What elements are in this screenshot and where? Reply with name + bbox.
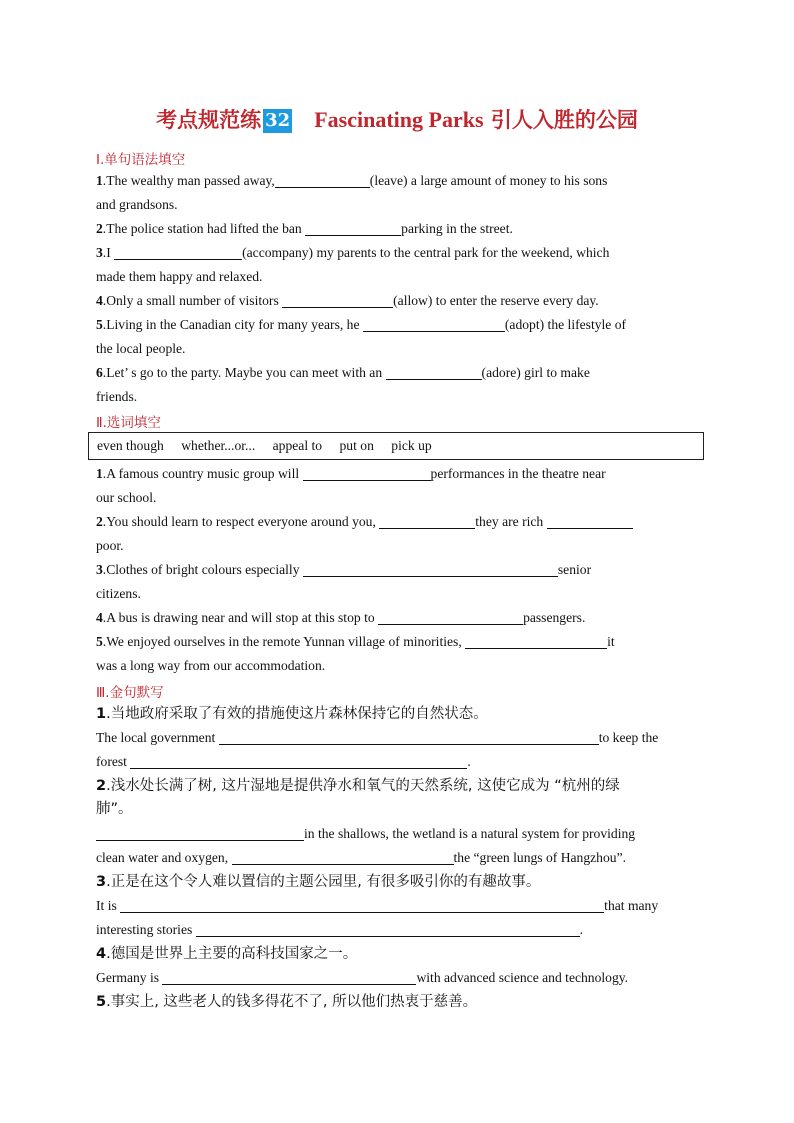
grammar-q6: 6.Let’ s go to the party. Maybe you can meet with an (adore) girl to make: [96, 365, 590, 380]
answer-blank[interactable]: [363, 317, 505, 332]
sentence-q3-chinese: 3.正是在这个令人难以置信的主题公园里, 有很多吸引你的有趣故事。: [96, 874, 541, 890]
word-bank-item: pick up: [391, 438, 432, 453]
word-choice-q1: 1.A famous country music group will performances in the theatre near: [96, 466, 606, 481]
word-choice-q5: 5.We enjoyed ourselves in the remote Yunnan village of minorities, it: [96, 634, 615, 649]
answer-blank[interactable]: [547, 514, 633, 529]
answer-blank[interactable]: [465, 634, 607, 649]
grammar-q3: 3.I (accompany) my parents to the central park for the weekend, which: [96, 245, 610, 260]
grammar-q5-cont: the local people.: [96, 341, 186, 356]
section-heading-grammar: Ⅰ.单句语法填空: [96, 152, 186, 168]
answer-blank[interactable]: [130, 754, 467, 769]
page-title: [0, 104, 794, 134]
grammar-q1: 1.The wealthy man passed away, (leave) a large amount of money to his sons: [96, 173, 608, 188]
grammar-q4: 4.Only a small number of visitors (allow) to enter the reserve every day.: [96, 293, 599, 308]
answer-blank[interactable]: [196, 922, 580, 937]
grammar-q2: 2.The police station had lifted the ban parking in the street.: [96, 221, 513, 236]
answer-blank[interactable]: [120, 898, 604, 913]
word-choice-q4: 4.A bus is drawing near and will stop at this stop to passengers.: [96, 610, 586, 625]
sentence-q3: It is that many: [96, 898, 659, 913]
answer-blank[interactable]: [379, 514, 475, 529]
word-choice-q3: 3.Clothes of bright colours especially senior: [96, 562, 592, 577]
word-bank: [88, 432, 704, 460]
grammar-q6-cont: friends.: [96, 389, 138, 404]
section-heading-word-choice: Ⅱ.选词填空: [96, 415, 161, 431]
answer-blank[interactable]: [378, 610, 523, 625]
sentence-q2-chinese-cont: 肺”。: [96, 801, 133, 817]
lesson-number-badge: 32: [265, 110, 291, 131]
word-bank-item: whether...or...: [181, 438, 256, 453]
word-choice-q2-cont: poor.: [96, 538, 124, 553]
section-heading-sentence-writing: Ⅲ.金句默写: [96, 685, 164, 701]
sentence-q1-chinese: 1.当地政府采取了有效的措施使这片森林保持它的自然状态。: [96, 706, 488, 722]
answer-blank[interactable]: [162, 970, 416, 985]
grammar-q1-cont: and grandsons.: [96, 197, 178, 212]
grammar-q5: 5.Living in the Canadian city for many years, he (adopt) the lifestyle of: [96, 317, 627, 332]
sentence-q2: in the shallows, the wetland is a natural system for providing: [96, 825, 635, 843]
answer-blank[interactable]: [303, 562, 558, 577]
word-choice-q1-cont: our school.: [96, 490, 157, 505]
sentence-q5-chinese: 5.事实上, 这些老人的钱多得花不了, 所以他们热衷于慈善。: [96, 994, 478, 1010]
sentence-q3-cont: interesting stories .: [96, 922, 584, 937]
word-choice-q3-cont: citizens.: [96, 586, 141, 601]
answer-blank[interactable]: [114, 245, 242, 260]
sentence-q1-cont: forest .: [96, 754, 471, 769]
answer-blank[interactable]: [232, 850, 454, 865]
word-choice-q2: 2.You should learn to respect everyone around you, they are rich: [96, 513, 633, 531]
title-chinese: 引人入胜的公园: [490, 107, 638, 132]
sentence-q1: The local government to keep the: [96, 730, 659, 745]
word-bank-item: put on: [339, 438, 374, 453]
answer-blank[interactable]: [305, 221, 401, 236]
sentence-q4: Germany is with advanced science and technology.: [96, 970, 629, 985]
title-english: Fascinating Parks: [314, 107, 484, 132]
answer-blank[interactable]: [219, 730, 599, 745]
word-choice-q5-cont: was a long way from our accommodation.: [96, 658, 326, 673]
sentence-q2-cont: clean water and oxygen, the “green lungs of Hangzhou”.: [96, 850, 627, 865]
answer-blank[interactable]: [275, 173, 370, 188]
answer-blank[interactable]: [303, 466, 431, 481]
answer-blank[interactable]: [96, 826, 304, 841]
answer-blank[interactable]: [282, 293, 393, 308]
word-bank-item: even though: [97, 438, 164, 453]
sentence-q2-chinese: 2.浅水处长满了树, 这片湿地是提供净水和氧气的天然系统, 这使它成为 “杭州的绿: [96, 778, 620, 794]
answer-blank[interactable]: [386, 365, 482, 380]
title-prefix: 考点规范练: [156, 107, 262, 132]
word-bank-item: appeal to: [272, 438, 323, 453]
sentence-q4-chinese: 4.德国是世界上主要的高科技国家之一。: [96, 946, 358, 962]
grammar-q3-cont: made them happy and relaxed.: [96, 269, 263, 284]
